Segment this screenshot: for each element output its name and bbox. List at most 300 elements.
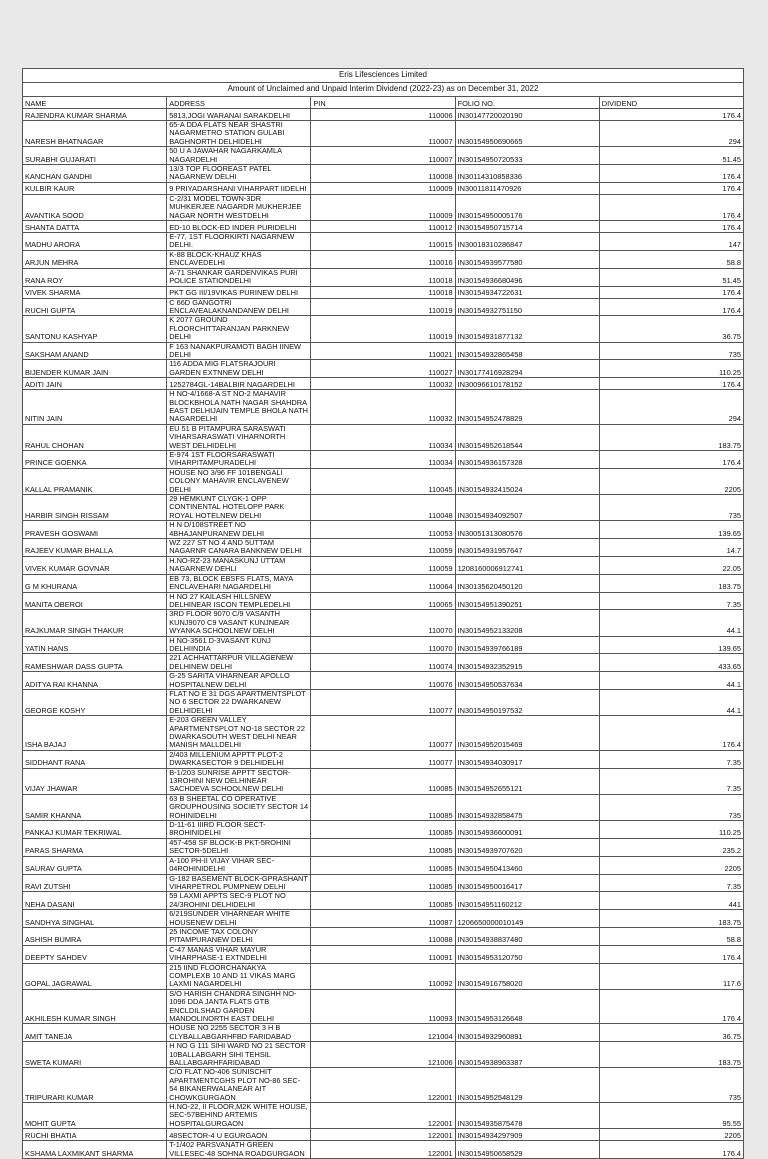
table-row: [23, 768, 744, 794]
header-dividend: DIVIDEND: [599, 97, 743, 109]
pin-cell: 110093: [311, 989, 455, 1024]
pin-cell: 110070: [311, 636, 455, 654]
folio-cell: IN30154939707620: [455, 838, 599, 856]
title-row: [23, 69, 744, 83]
name-cell: NITIN JAIN: [23, 390, 167, 425]
name-cell: RANA ROY: [23, 268, 167, 286]
table-row: [23, 794, 744, 820]
table-row: [23, 495, 744, 521]
company-title: Eris Lifesciences Limited: [23, 69, 744, 83]
address-cell: A-100 PH-II VIJAY VIHAR SEC-04ROHINIDELHI: [167, 856, 311, 874]
name-cell: VIVEK KUMAR GOVNAR: [23, 556, 167, 574]
pin-cell: 110007: [311, 121, 455, 147]
dividend-cell: 51.45: [599, 268, 743, 286]
name-cell: G M KHURANA: [23, 574, 167, 592]
address-cell: 6/219SUNDER VIHARNEAR WHITE HOUSENEW DELHI: [167, 910, 311, 928]
pin-cell: 110007: [311, 147, 455, 165]
folio-cell: IN30154950413460: [455, 856, 599, 874]
folio-cell: IN30154916758020: [455, 963, 599, 989]
table-row: [23, 750, 744, 768]
folio-cell: IN30154936680496: [455, 268, 599, 286]
dividend-cell: 183.75: [599, 1042, 743, 1068]
name-cell: BIJENDER KUMAR JAIN: [23, 360, 167, 378]
name-cell: DEEPTY SAHDEV: [23, 945, 167, 963]
address-cell: 116 ADDA MIG FLATSRAJOURI GARDEN EXTNNEW DELHI: [167, 360, 311, 378]
header-address: ADDRESS: [167, 97, 311, 109]
folio-cell: IN30154950720533: [455, 147, 599, 165]
pin-cell: 110091: [311, 945, 455, 963]
pin-cell: 110077: [311, 716, 455, 751]
pin-cell: 110077: [311, 750, 455, 768]
pin-cell: 122001: [311, 1103, 455, 1129]
address-cell: 29 HEMKUNT CLYGK-1 OPP CONTINENTAL HOTELOPP PARK ROYAL HOTELNEW DELHI: [167, 495, 311, 521]
name-cell: VIJAY JHAWAR: [23, 768, 167, 794]
folio-cell: IN30154952133208: [455, 610, 599, 636]
folio-cell: IN30147720020190: [455, 109, 599, 121]
address-cell: H NO G 111 SIHI WARD NO 21 SECTOR 10BALLABGARH SIHI TEHSIL BALLABGARHFARIDABAD: [167, 1042, 311, 1068]
pin-cell: 110092: [311, 963, 455, 989]
pin-cell: 110018: [311, 268, 455, 286]
address-cell: D-11-61 IIIRD FLOOR SECT-8ROHINIDELHI: [167, 821, 311, 839]
table-row: [23, 1042, 744, 1068]
folio-cell: IN30154932415024: [455, 468, 599, 494]
dividend-cell: 176.4: [599, 165, 743, 183]
dividend-cell: 183.75: [599, 574, 743, 592]
name-cell: HARBIR SINGH RISSAM: [23, 495, 167, 521]
address-cell: C 66D GANGOTRI ENCLAVEALAKNANDANEW DELHI: [167, 298, 311, 316]
header-folio: FOLIO NO.: [455, 97, 599, 109]
pin-cell: 110064: [311, 574, 455, 592]
table-row: [23, 298, 744, 316]
dividend-cell: 2205: [599, 856, 743, 874]
pin-cell: 110048: [311, 495, 455, 521]
dividend-cell: 433.65: [599, 654, 743, 672]
name-cell: SIDDHANT RANA: [23, 750, 167, 768]
address-cell: H NO-4/1668-A ST NO-2 MAHAVIR BLOCKBHOLA NATH NAGAR SHAHDRA EAST DELHIJAIN TEMPLE BHOLA NATH NAGARDELHI: [167, 390, 311, 425]
address-cell: H.NO-RZ-23 MANASKUNJ UTTAM NAGARNEW DEHLI: [167, 556, 311, 574]
dividend-cell: 176.4: [599, 298, 743, 316]
name-cell: KANCHAN GANDHI: [23, 165, 167, 183]
name-cell: SAURAV GUPTA: [23, 856, 167, 874]
table-row: [23, 927, 744, 945]
name-cell: SAMIR KHANNA: [23, 794, 167, 820]
dividend-cell: 235.2: [599, 838, 743, 856]
dividend-cell: 117.6: [599, 963, 743, 989]
folio-cell: IN30154932865458: [455, 342, 599, 360]
dividend-cell: 7.35: [599, 750, 743, 768]
pin-cell: 110053: [311, 521, 455, 539]
name-cell: TRIPURARI KUMAR: [23, 1068, 167, 1103]
dividend-cell: 14.7: [599, 539, 743, 557]
folio-cell: IN30154934030917: [455, 750, 599, 768]
pin-cell: 110059: [311, 556, 455, 574]
address-cell: H NO 27 KAILASH HILLSNEW DELHINEAR ISCON TEMPLEDELHI: [167, 592, 311, 610]
table-row: [23, 268, 744, 286]
folio-cell: IN30154950197532: [455, 689, 599, 715]
table-row: [23, 910, 744, 928]
address-cell: F 163 NANAKPURAMOTI BAGH IINEW DELHI: [167, 342, 311, 360]
folio-cell: IN30154936157328: [455, 451, 599, 469]
dividend-cell: 2205: [599, 468, 743, 494]
dividend-cell: 7.35: [599, 874, 743, 892]
name-cell: ARJUN MEHRA: [23, 250, 167, 268]
dividend-cell: 7.35: [599, 768, 743, 794]
dividend-cell: 176.4: [599, 945, 743, 963]
dividend-cell: 44.1: [599, 672, 743, 690]
table-row: [23, 610, 744, 636]
dividend-cell: 441: [599, 892, 743, 910]
header-row: [23, 97, 744, 109]
name-cell: MANITA OBEROI: [23, 592, 167, 610]
table-row: [23, 233, 744, 251]
address-cell: HOUSE NO 3/96 FF 101BENGALI COLONY MAHAVIR ENCLAVENEW DELHI: [167, 468, 311, 494]
report-subtitle: Amount of Unclaimed and Unpaid Interim Dividend (2022-23) as on December 31, 2022: [23, 83, 744, 97]
name-cell: SANDHYA SINGHAL: [23, 910, 167, 928]
name-cell: SURABHI GUJARATI: [23, 147, 167, 165]
pin-cell: 110065: [311, 592, 455, 610]
address-cell: PKT GG III/19VIKAS PURINEW DELHI: [167, 286, 311, 298]
table-row: [23, 636, 744, 654]
dividend-cell: 110.25: [599, 821, 743, 839]
name-cell: RAMESHWAR DASS GUPTA: [23, 654, 167, 672]
pin-cell: 121006: [311, 1042, 455, 1068]
pin-cell: 110021: [311, 342, 455, 360]
dividend-cell: 183.75: [599, 424, 743, 450]
folio-cell: IN30154932858475: [455, 794, 599, 820]
folio-cell: IN30154952618544: [455, 424, 599, 450]
pin-cell: 110085: [311, 856, 455, 874]
name-cell: GEORGE KOSHY: [23, 689, 167, 715]
name-cell: RAJENDRA KUMAR SHARMA: [23, 109, 167, 121]
pin-cell: 110015: [311, 233, 455, 251]
folio-cell: IN30177416928294: [455, 360, 599, 378]
pin-cell: 110009: [311, 182, 455, 194]
folio-cell: IN30154939766189: [455, 636, 599, 654]
dividend-cell: 44.1: [599, 610, 743, 636]
folio-cell: IN30114310858336: [455, 165, 599, 183]
address-cell: 65-A DDA FLATS NEAR SHASTRI NAGARMETRO STATION GULABI BAGHNORTH DELHIDELHI: [167, 121, 311, 147]
folio-cell: IN30154953120750: [455, 945, 599, 963]
pin-cell: 110045: [311, 468, 455, 494]
dividend-cell: 176.4: [599, 182, 743, 194]
folio-cell: IN30154932352915: [455, 654, 599, 672]
pin-cell: 110085: [311, 838, 455, 856]
table-row: [23, 390, 744, 425]
address-cell: E-974 1ST FLOORSARASWATI VIHARPITAMPURADELHI: [167, 451, 311, 469]
table-row: [23, 689, 744, 715]
address-cell: G-182 BASEMENT BLOCK-GPRASHANT VIHARPETROL PUMPNEW DELHI: [167, 874, 311, 892]
folio-cell: 1208160006912741: [455, 556, 599, 574]
table-row: [23, 856, 744, 874]
address-cell: FLAT NO E 31 DGS APARTMENTSPLOT NO 6 SECTOR 22 DWARKANEW DELHIDELHI: [167, 689, 311, 715]
dividend-cell: 51.45: [599, 147, 743, 165]
name-cell: VIVEK SHARMA: [23, 286, 167, 298]
pin-cell: 110059: [311, 539, 455, 557]
dividend-cell: 2205: [599, 1129, 743, 1141]
folio-cell: IN30051313080576: [455, 521, 599, 539]
name-cell: NEHA DASANI: [23, 892, 167, 910]
name-cell: MADHU ARORA: [23, 233, 167, 251]
name-cell: PRINCE GOENKA: [23, 451, 167, 469]
folio-cell: IN30154951160212: [455, 892, 599, 910]
name-cell: ISHA BAJAJ: [23, 716, 167, 751]
table-row: [23, 250, 744, 268]
table-row: [23, 874, 744, 892]
table-row: [23, 521, 744, 539]
dividend-table: [22, 68, 744, 1159]
name-cell: PARAS SHARMA: [23, 838, 167, 856]
name-cell: RUCHI GUPTA: [23, 298, 167, 316]
dividend-cell: 36.75: [599, 1024, 743, 1042]
pin-cell: 110087: [311, 910, 455, 928]
dividend-cell: 139.65: [599, 521, 743, 539]
table-row: [23, 360, 744, 378]
table-row: [23, 147, 744, 165]
table-row: [23, 378, 744, 390]
name-cell: KULBIR KAUR: [23, 182, 167, 194]
pin-cell: 122001: [311, 1068, 455, 1103]
folio-cell: IN30154950537634: [455, 672, 599, 690]
pin-cell: 110034: [311, 424, 455, 450]
dividend-cell: 176.4: [599, 1141, 743, 1159]
folio-cell: IN30154939577580: [455, 250, 599, 268]
table-row: [23, 182, 744, 194]
pin-cell: 110085: [311, 892, 455, 910]
address-cell: E-77, 1ST FLOORKIRTI NAGARNEW DELHI.: [167, 233, 311, 251]
name-cell: PANKAJ KUMAR TEKRIWAL: [23, 821, 167, 839]
table-row: [23, 592, 744, 610]
dividend-cell: 294: [599, 390, 743, 425]
table-row: [23, 424, 744, 450]
address-cell: B-1/203 SUNRISE APPTT SECTOR-13ROHINI NEW DELHINEAR SACHDEVA SCHOOLNEW DELHI: [167, 768, 311, 794]
pin-cell: 110085: [311, 794, 455, 820]
dividend-cell: 176.4: [599, 378, 743, 390]
pin-cell: 110088: [311, 927, 455, 945]
table-row: [23, 451, 744, 469]
table-row: [23, 194, 744, 220]
pin-cell: 110085: [311, 874, 455, 892]
address-cell: T-1/402 PARSVANATH GREEN VILLESEC-48 SOHNA ROADGURGAON: [167, 1141, 311, 1159]
folio-cell: IN30154950690665: [455, 121, 599, 147]
table-row: [23, 1129, 744, 1141]
address-cell: 13/3 TOP FLOOREAST PATEL NAGARNEW DELHI: [167, 165, 311, 183]
address-cell: 2/403 MILLENIUM APPTT PLOT-2 DWARKASECTOR 9 DELHIDELHI: [167, 750, 311, 768]
dividend-cell: 95.55: [599, 1103, 743, 1129]
folio-cell: IN30154952548129: [455, 1068, 599, 1103]
pin-cell: 110032: [311, 378, 455, 390]
folio-cell: IN30154950715714: [455, 221, 599, 233]
address-cell: 215 IIND FLOORCHANAKYA COMPLEXB 10 AND 11 VIKAS MARG LAXMI NAGARDELHI: [167, 963, 311, 989]
name-cell: SAKSHAM ANAND: [23, 342, 167, 360]
dividend-cell: 58.8: [599, 927, 743, 945]
folio-cell: IN30154931877132: [455, 316, 599, 342]
pin-cell: 110009: [311, 194, 455, 220]
name-cell: RUCHI BHATIA: [23, 1129, 167, 1141]
pin-cell: 110074: [311, 654, 455, 672]
folio-cell: IN30154935875478: [455, 1103, 599, 1129]
name-cell: ASHISH BUMRA: [23, 927, 167, 945]
folio-cell: IN30154950016417: [455, 874, 599, 892]
name-cell: AMIT TANEJA: [23, 1024, 167, 1042]
folio-cell: IN30154934092507: [455, 495, 599, 521]
dividend-cell: 735: [599, 342, 743, 360]
table-row: [23, 574, 744, 592]
folio-cell: IN30154950005176: [455, 194, 599, 220]
pin-cell: 121004: [311, 1024, 455, 1042]
address-cell: 50 U A JAWAHAR NAGARKAMLA NAGARDELHI: [167, 147, 311, 165]
pin-cell: 122001: [311, 1141, 455, 1159]
folio-cell: IN30154934297909: [455, 1129, 599, 1141]
pin-cell: 110076: [311, 672, 455, 690]
table-row: [23, 989, 744, 1024]
table-row: [23, 286, 744, 298]
address-cell: A-71 SHANKAR GARDENVIKAS PURI POLICE STATIONDELHI: [167, 268, 311, 286]
table-row: [23, 821, 744, 839]
table-row: [23, 221, 744, 233]
folio-cell: IN30011811470926: [455, 182, 599, 194]
address-cell: HOUSE NO 2255 SECTOR 3 H B CLYBALLABGARHFBD FARIDABAD: [167, 1024, 311, 1042]
pin-cell: 110077: [311, 689, 455, 715]
dividend-cell: 36.75: [599, 316, 743, 342]
dividend-cell: 735: [599, 495, 743, 521]
table-row: [23, 468, 744, 494]
address-cell: H N D/108STREET NO 4BHAJANPURANEW DELHI: [167, 521, 311, 539]
name-cell: PRAVESH GOSWAMI: [23, 521, 167, 539]
table-row: [23, 1024, 744, 1042]
table-row: [23, 165, 744, 183]
address-cell: EB 73, BLOCK EBSFS FLATS, MAYA ENCLAVEHARI NAGARDELHI: [167, 574, 311, 592]
table-row: [23, 892, 744, 910]
dividend-cell: 176.4: [599, 109, 743, 121]
dividend-cell: 294: [599, 121, 743, 147]
table-row: [23, 654, 744, 672]
folio-cell: IN30135620450120: [455, 574, 599, 592]
table-row: [23, 342, 744, 360]
address-cell: ED-10 BLOCK-ED INDER PURIDELHI: [167, 221, 311, 233]
name-cell: SWETA KUMARI: [23, 1042, 167, 1068]
dividend-cell: 176.4: [599, 221, 743, 233]
name-cell: RAHUL CHOHAN: [23, 424, 167, 450]
address-cell: 1252784GL-14BALBIR NAGARDELHI: [167, 378, 311, 390]
address-cell: C-47 MANAS VIHAR MAYUR VIHARPHASE-1 EXTNDELHI: [167, 945, 311, 963]
dividend-cell: 110.25: [599, 360, 743, 378]
pin-cell: 110070: [311, 610, 455, 636]
pin-cell: 122001: [311, 1129, 455, 1141]
pin-cell: 110018: [311, 286, 455, 298]
name-cell: RAJEEV KUMAR BHALLA: [23, 539, 167, 557]
address-cell: 59 LAXMI APPTS SEC-9 PLOT NO 24/3ROHINI DELHIDELHI: [167, 892, 311, 910]
pin-cell: 110019: [311, 316, 455, 342]
address-cell: H NO-3561 D-3VASANT KUNJ DELHIINDIA: [167, 636, 311, 654]
table-row: [23, 316, 744, 342]
dividend-cell: 147: [599, 233, 743, 251]
table-row: [23, 1103, 744, 1129]
dividend-cell: 176.4: [599, 716, 743, 751]
dividend-cell: 7.35: [599, 592, 743, 610]
table-row: [23, 556, 744, 574]
name-cell: KALLAL PRAMANIK: [23, 468, 167, 494]
dividend-cell: 176.4: [599, 286, 743, 298]
address-cell: EU 51 B PITAMPURA SARASWATI VIHARSARASWATI VIHARNORTH WEST DELHIDELHI: [167, 424, 311, 450]
address-cell: K 2077 GROUND FLOORCHITTARANJAN PARKNEW DELHI: [167, 316, 311, 342]
dividend-cell: 176.4: [599, 989, 743, 1024]
address-cell: 457-458 SF BLOCK-B PKT-5ROHINI SECTOR-5DELHI: [167, 838, 311, 856]
name-cell: NARESH BHATNAGAR: [23, 121, 167, 147]
table-row: [23, 1068, 744, 1103]
folio-cell: IN30154953126648: [455, 989, 599, 1024]
dividend-cell: 183.75: [599, 910, 743, 928]
table-row: [23, 716, 744, 751]
name-cell: SANTONU KASHYAP: [23, 316, 167, 342]
folio-cell: IN30154952478829: [455, 390, 599, 425]
address-cell: 3RD FLOOR 9070 C/9 VASANTH KUNJ9070 C9 VASANT KUNJNEAR WYANKA SCHOOLNEW DELHI: [167, 610, 311, 636]
pin-cell: 110085: [311, 821, 455, 839]
pin-cell: 110012: [311, 221, 455, 233]
subtitle-row: [23, 83, 744, 97]
pin-cell: 110019: [311, 298, 455, 316]
name-cell: ADITYA RAI KHANNA: [23, 672, 167, 690]
address-cell: 25 INCOME TAX COLONY PITAMPURANEW DELHI: [167, 927, 311, 945]
address-cell: 5813,JOGI WARANAI SARAKDELHI: [167, 109, 311, 121]
address-cell: WZ 227 ST NO 4 AND 5UTTAM NAGARNR CANARA BANKNEW DELHI: [167, 539, 311, 557]
header-name: NAME: [23, 97, 167, 109]
pin-cell: 110034: [311, 451, 455, 469]
folio-cell: IN30154932751150: [455, 298, 599, 316]
address-cell: 48SECTOR-4 U EGURGAON: [167, 1129, 311, 1141]
dividend-cell: 58.8: [599, 250, 743, 268]
pin-cell: 110027: [311, 360, 455, 378]
table-row: [23, 539, 744, 557]
name-cell: SHANTA DATTA: [23, 221, 167, 233]
table-row: [23, 945, 744, 963]
folio-cell: IN30018310286847: [455, 233, 599, 251]
table-row: [23, 672, 744, 690]
address-cell: S/O HARISH CHANDRA SINGHH NO-1096 DDA JANTA FLATS GTB ENCLDILSHAD GARDEN MANDOLINORTH EAST DELHI: [167, 989, 311, 1024]
name-cell: RAJKUMAR SINGH THAKUR: [23, 610, 167, 636]
address-cell: C-2/31 MODEL TOWN-3DR MUHKERJEE NAGARDR MUKHERJEE NAGAR NORTH WESTDELHI: [167, 194, 311, 220]
table-row: [23, 121, 744, 147]
table-row: [23, 963, 744, 989]
dividend-cell: 44.1: [599, 689, 743, 715]
address-cell: H.NO-22, II FLOOR,M2K WHITE HOUSE, SEC-57BEHIND ARTEMIS HOSPITALGURGAON: [167, 1103, 311, 1129]
table-row: [23, 109, 744, 121]
dividend-cell: 139.65: [599, 636, 743, 654]
address-cell: K-88 BLOCK-KHAUZ KHAS ENCLAVEDELHI: [167, 250, 311, 268]
name-cell: RAVI ZUTSHI: [23, 874, 167, 892]
pin-cell: 110085: [311, 768, 455, 794]
folio-cell: IN30154938837480: [455, 927, 599, 945]
address-cell: 221 ACHHATTARPUR VILLAGENEW DELHINEW DELHI: [167, 654, 311, 672]
name-cell: MOHIT GUPTA: [23, 1103, 167, 1129]
folio-cell: IN30154952655121: [455, 768, 599, 794]
address-cell: C/O FLAT NO-406 SUNISCHIT APARTMENTCGHS PLOT NO-86 SEC-54 BIKANERWALANEAR AIT CHOWKGURGAON: [167, 1068, 311, 1103]
pin-cell: 110016: [311, 250, 455, 268]
name-cell: KSHAMA LAXMIKANT SHARMA: [23, 1141, 167, 1159]
address-cell: 63 B SHEETAL CO OPERATIVE GROUPHOUSING SOCIETY SECTOR 14 ROHINIDELHI: [167, 794, 311, 820]
name-cell: YATIN HANS: [23, 636, 167, 654]
address-cell: 9 PRIYADARSHANI VIHARPART IIDELHI: [167, 182, 311, 194]
dividend-sheet: [22, 68, 744, 1159]
folio-cell: IN30154931957647: [455, 539, 599, 557]
dividend-cell: 735: [599, 1068, 743, 1103]
table-row: [23, 838, 744, 856]
name-cell: AKHILESH KUMAR SINGH: [23, 989, 167, 1024]
header-pin: PIN: [311, 97, 455, 109]
name-cell: GOPAL JAGRAWAL: [23, 963, 167, 989]
pin-cell: 110008: [311, 165, 455, 183]
folio-cell: IN30154936600091: [455, 821, 599, 839]
name-cell: ADITI JAIN: [23, 378, 167, 390]
